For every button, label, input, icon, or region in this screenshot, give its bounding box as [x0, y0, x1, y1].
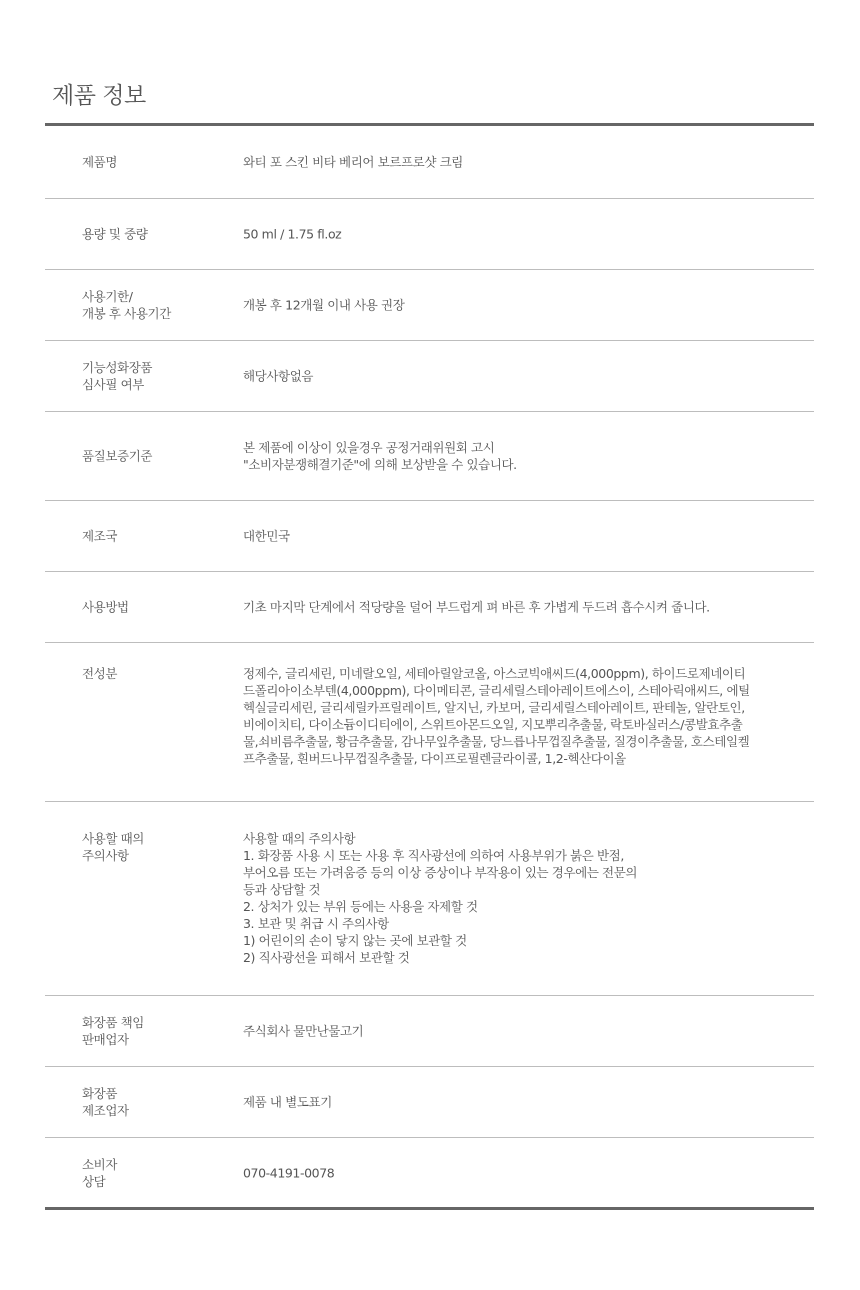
row-label: 전성분 [82, 666, 118, 681]
row-label: 화장품 제조업자 [82, 1086, 129, 1118]
row-value: 본 제품에 이상이 있을경우 공정거래위원회 고시 "소비자분쟁해결기준"에 의해 보상받을 수 있습니다. [243, 440, 517, 472]
row-value: 대한민국 [243, 528, 290, 544]
table-row-quality-guarantee [45, 411, 814, 500]
row-value: 정제수, 글리세린, 미네랄오일, 세테아릴알코올, 아스코빅애씨드(4,000ppm), 하이드로제네이티 드폴리아이소부텐(4,000ppm), 다이메티콘, 글리세릴스테아레이트에스이, 스테아릭애씨드, 에틸 헥실글리세린, 글리세릴카프릴레이트, 알지닌, 카보머, 글리세릴스테아레이트, 판테놀, 알란토인, 비에이치티, 다이소듐이디티에이, 스위트아몬드오일, 지모뿌리추출물, 락토바실러스/콩발효추출 물,쇠비름추출물, 황금추출물, 감나무잎추출물, 당느릅나무껍질추출물, 질경이추출물, 호스테일켈 프추출물, 흰버드나무껍질추출물, 다이프로필렌글라이콜, 1,2-헥산다이올 [243, 666, 750, 766]
table-row-volume [45, 198, 814, 269]
table-row-product-name [45, 126, 814, 198]
table-row-precautions [45, 801, 814, 995]
row-value: 50 ml / 1.75 fl.oz [243, 226, 342, 242]
row-label: 화장품 책임 판매업자 [82, 1015, 144, 1047]
row-label: 용량 및 중량 [82, 226, 148, 242]
row-label: 품질보증기준 [82, 448, 153, 464]
row-label: 사용기한/ 개봉 후 사용기간 [82, 289, 171, 321]
table-row-usage [45, 571, 814, 642]
row-label: 제품명 [82, 154, 118, 170]
row-label: 기능성화장품 심사필 여부 [82, 360, 153, 392]
row-label: 사용방법 [82, 599, 129, 615]
page-title: 제품 정보 [52, 83, 146, 109]
table-row-functional-cosmetic [45, 340, 814, 411]
table-row-responsible-seller [45, 995, 814, 1066]
row-label: 사용할 때의 주의사항 [82, 831, 144, 863]
row-value: 사용할 때의 주의사항 1. 화장품 사용 시 또는 사용 후 직사광선에 의하여 사용부위가 붉은 반점, 부어오름 또는 가려움증 등의 이상 증상이나 부작용이 있는 경우에는 전문의 등과 상담할 것 2. 상처가 있는 부위 등에는 사용을 자제할 것 3. 보관 및 취급 시 주의사항 1) 어린이의 손이 닿지 않는 곳에 보관할 것 2) 직사광선을 피해서 보관할 것 [243, 831, 638, 965]
table-row-expiry [45, 269, 814, 340]
row-value: 주식회사 물만난물고기 [243, 1023, 364, 1039]
row-label: 소비자 상담 [82, 1156, 118, 1189]
row-label: 제조국 [82, 528, 118, 544]
table-row-manufacturer [45, 1066, 814, 1137]
row-value: 제품 내 별도표기 [243, 1094, 332, 1110]
row-value: 와티 포 스킨 비타 베리어 보르프로샷 크림 [243, 154, 463, 170]
product-info-table [45, 123, 814, 1210]
table-row-ingredients [45, 642, 814, 801]
row-value: 070-4191-0078 [243, 1165, 335, 1180]
table-row-consumer-contact [45, 1137, 814, 1207]
row-value: 기초 마지막 단계에서 적당량을 덜어 부드럽게 펴 바른 후 가볍게 두드려 흡수시켜 줍니다. [243, 599, 710, 615]
row-value: 개봉 후 12개월 이내 사용 권장 [243, 297, 405, 313]
row-value: 해당사항없음 [243, 368, 314, 384]
table-row-country [45, 500, 814, 571]
